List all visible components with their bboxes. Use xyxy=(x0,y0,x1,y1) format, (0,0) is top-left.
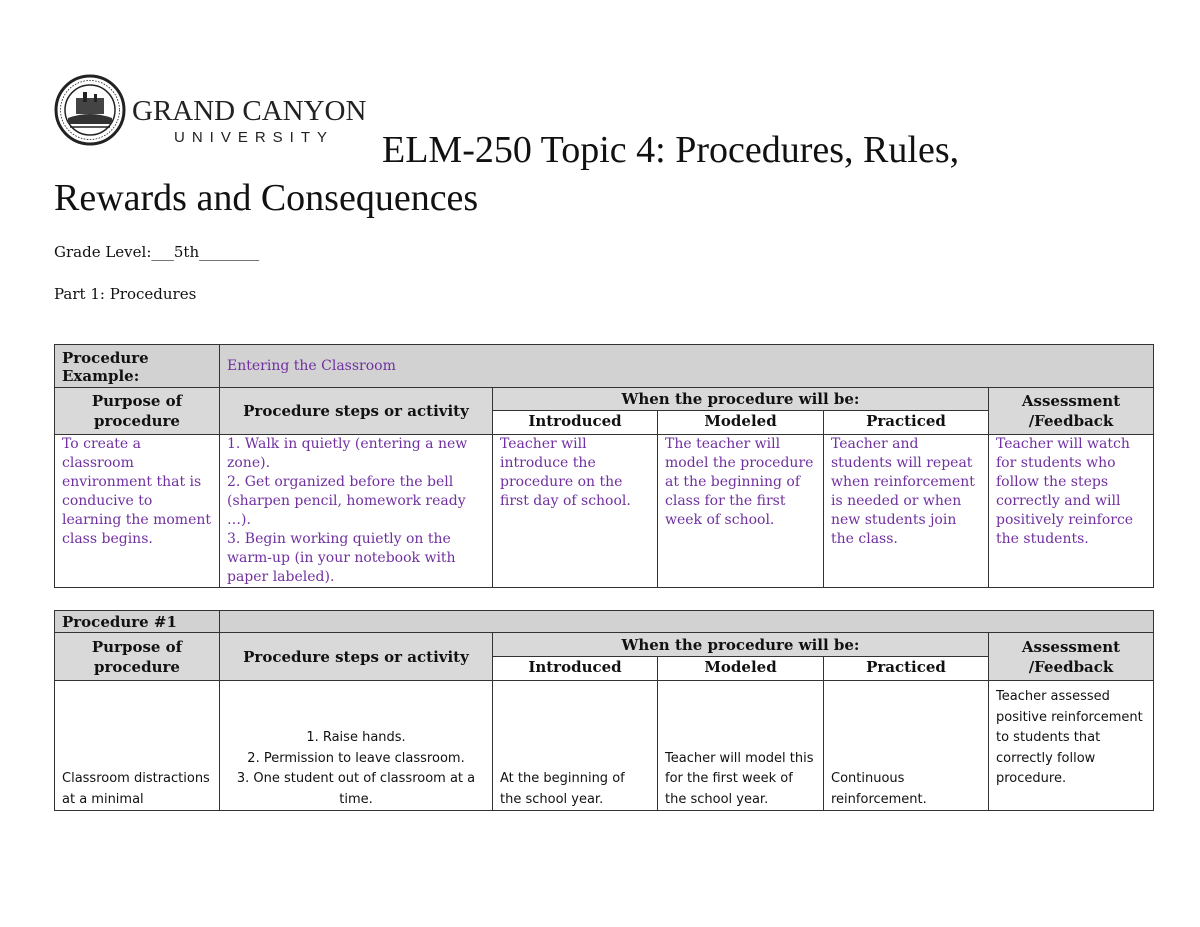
col-practiced-header: Practiced xyxy=(824,657,989,681)
procedure-1-step-1: 1. Raise hands. xyxy=(306,730,406,745)
col-assessment-header: Assessment /Feedback xyxy=(989,633,1154,681)
svg-text:GRAND CANYON: GRAND CANYON xyxy=(132,95,367,127)
procedure-1-purpose: Classroom distractions at a minimal xyxy=(55,681,220,811)
col-when-header: When the procedure will be: xyxy=(493,633,989,657)
col-purpose-header: Purpose of procedure xyxy=(55,633,220,681)
col-when-header: When the procedure will be: xyxy=(493,388,989,411)
col-introduced-header: Introduced xyxy=(493,411,658,435)
procedure-1-practiced: Continuous reinforcement. xyxy=(824,681,989,811)
part-heading: Part 1: Procedures xyxy=(54,285,197,303)
example-step-2: 2. Get organized before the bell (sharpen pencil, homework ready …). xyxy=(227,474,466,528)
col-practiced-header: Practiced xyxy=(824,411,989,435)
example-label: Procedure Example: xyxy=(55,345,220,388)
procedure-1-introduced: At the beginning of the school year. xyxy=(493,681,658,811)
procedure-1-assessment: Teacher assessed positive reinforcement to students that correctly follow procedure. xyxy=(989,681,1154,811)
procedure-1-step-2: 2. Permission to leave classroom. xyxy=(247,750,465,766)
example-introduced: Teacher will introduce the procedure on the first day of school. xyxy=(493,435,658,588)
university-logo xyxy=(54,74,374,146)
procedure-1-modeled: Teacher will model this for the first week of the school year. xyxy=(658,681,824,811)
procedure-1-value xyxy=(220,611,1154,633)
grade-level: Grade Level:___5th________ xyxy=(54,243,260,261)
university-seal-icon xyxy=(56,76,124,144)
example-value: Entering the Classroom xyxy=(220,345,1154,388)
col-modeled-header: Modeled xyxy=(658,657,824,681)
procedure-1-step-3: 3. One student out of classroom at a time. xyxy=(236,771,476,807)
procedure-1-steps xyxy=(220,681,493,811)
example-practiced: Teacher and students will repeat when reinforcement is needed or when new students join the class. xyxy=(824,435,989,588)
example-step-3: 3. Begin working quietly on the warm-up (in your notebook with paper labeled). xyxy=(227,531,456,585)
svg-text:UNIVERSITY: UNIVERSITY xyxy=(174,129,335,146)
col-steps-header: Procedure steps or activity xyxy=(220,633,493,681)
example-modeled: The teacher will model the procedure at the beginning of class for the first week of school. xyxy=(658,435,824,588)
example-purpose: To create a classroom environment that is conducive to learning the moment class begins. xyxy=(55,435,220,588)
example-steps xyxy=(220,435,493,588)
example-procedure-table xyxy=(54,344,1154,588)
procedure-1-table xyxy=(54,610,1154,811)
document-title-line-2: Rewards and Consequences xyxy=(54,177,479,219)
col-assessment-header: Assessment /Feedback xyxy=(989,388,1154,435)
example-assessment: Teacher will watch for students who follow the steps correctly and will positively reinforce the students. xyxy=(989,435,1154,588)
col-modeled-header: Modeled xyxy=(658,411,824,435)
col-introduced-header: Introduced xyxy=(493,657,658,681)
col-purpose-header: Purpose of procedure xyxy=(55,388,220,435)
document-title-line-1: ELM-250 Topic 4: Procedures, Rules, xyxy=(382,129,960,171)
procedure-1-label: Procedure #1 xyxy=(55,611,220,633)
example-step-1: 1. Walk in quietly (entering a new zone). xyxy=(227,436,468,471)
col-steps-header: Procedure steps or activity xyxy=(220,388,493,435)
